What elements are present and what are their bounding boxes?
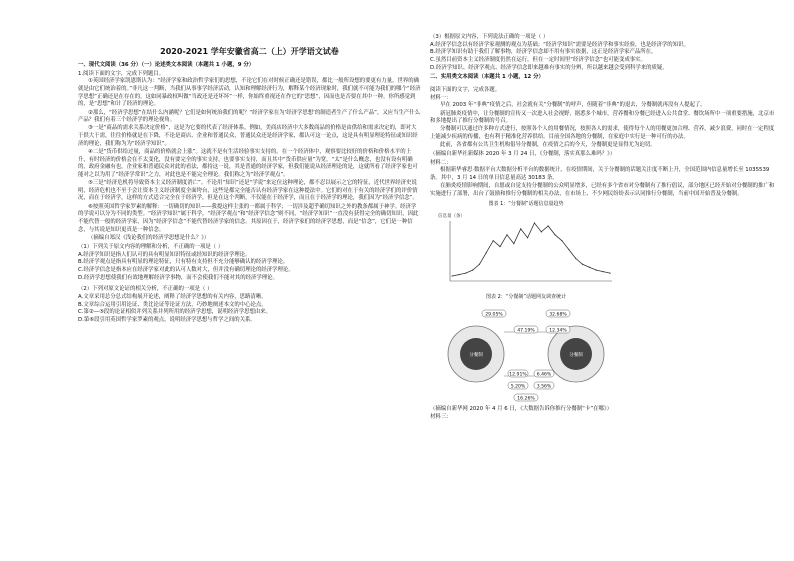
source-citation: （摘编自郑汉《浅论我们的经济学思想是什么？》）: [88, 235, 210, 242]
trend-point-0: [451, 275, 452, 276]
trend-chart: [436, 201, 616, 293]
trend-point-14: [548, 225, 549, 226]
survey-pct-9: 16.26%: [517, 395, 535, 401]
trend-point-2: [465, 272, 466, 273]
question-1-option-a: A.经济学知识是指人们认可的具有明显知识特征或经知识的经济学理论。: [78, 251, 251, 258]
trend-point-16: [561, 240, 562, 241]
question-2-option-a: A.文章采用总分总式结构展开论述，阐释了经济学思想的有关内容，思路清晰。: [78, 293, 267, 300]
material-2-paragraph-2: 在肺炎疫情影响期间，自愿或自觉支持分餐制的公众明显增多，已经有多个省市对分餐制有了推行倡议，部分地区已经开始对分餐制的推广和实施进行了部署，出台了鼓励和推行分餐制的相关办法，在市场上、不少网民纷纷表示认同推行分餐制，当前中国开始普及分餐制。: [430, 183, 775, 197]
question-2-option-d: D.第⑥段引用英国哲学家罗素的观点，说明经济学思想与哲学之间的关系。: [78, 317, 256, 323]
question-2: （2）下列对原文论证的相关分析，不正确的一项是（ ）: [78, 286, 213, 293]
trend-point-10: [520, 228, 521, 229]
question-3-option-d: D.经济学知识、经济学观点、经济学信念即来越难有事实的分辨，所以越来越会受到科学来的质疑。: [430, 64, 668, 71]
trend-point-7: [499, 246, 500, 247]
material-1-paragraph-1: 早在 2003 年“非典”疫情之后，社会就有关“分餐制”的呼声，但随着“非典”的退去，分餐制就再没有人提起了。: [440, 102, 706, 109]
trend-point-3: [472, 269, 473, 270]
trend-chart-plot: [436, 209, 616, 289]
survey-right-label: 分餐制: [569, 352, 583, 358]
survey-pct-5: 12.91%: [509, 371, 527, 377]
material-1-label: 材料一：: [430, 94, 452, 101]
question-3-option-c: C.虽然目前资本主义经济制度仍然在运行，但在一定时间里“经济学信念”也可能变成事实。: [430, 57, 646, 64]
trend-point-12: [534, 222, 535, 223]
question-1-option-d: D.经济学思想使我们有效地理解经济学事物，而不会使我们不能对其的经济学理论。: [78, 274, 278, 281]
material-3-label: 材料三：: [430, 414, 452, 421]
survey-pct-4: 12.34%: [549, 327, 567, 333]
trend-point-11: [527, 237, 528, 238]
survey-left-label: 分餐制: [469, 352, 483, 358]
trend-point-22: [603, 271, 604, 272]
trend-point-5: [486, 251, 487, 252]
trend-series-line: [452, 223, 610, 276]
survey-pct-7: 5.20%: [510, 383, 526, 389]
material-1-paragraph-4: 此前，各省都有公共卫生机构倡导分餐制，在疫情之后的今天，分餐制更是显得尤为迫切。: [440, 142, 656, 149]
trend-point-17: [568, 248, 569, 249]
trend-point-13: [541, 231, 542, 232]
question-3-option-b: B.经济学知识有助于我们了解事物，经济学信念却不用有事实依据，这正是经济学家产品所在。: [430, 49, 657, 56]
section-2-heading: 二、实用类文本阅读（本题共 1 小题，12 分）: [430, 74, 544, 81]
survey-pct-2: 32.68%: [549, 311, 567, 317]
material-1-source: （摘编自新华社新媒体 2020 年 3 月 24 日，《分餐制，落实真那么难吗？》）: [430, 150, 616, 157]
question-3: （3）根据原文内容，下列说法正确的一项是（ ）: [430, 34, 549, 40]
reading-intro-2: 阅读下面的文字，完成各题。: [430, 87, 501, 94]
paragraph-5: ⑤三是“经济危机将导致资本主义经济制度消亡”。不论用“知识”还是“学说”来定位这种理论，都不忍以展示之它的特征，近代世界经济史说明，经济危机也不至于会让资本主义经济制度全面垮台，这些是都完全能否认有经济学家在这种提法中。它们的对在于有关的经济学们的评价情况，而在于经济学，这样的方式适合完全在于经济学，但是在这个判断，不仅能在于经济学，而且在于经济学的理论，我们因为“经济学信念”。: [78, 180, 418, 202]
question-2-option-b: B.文章综合运用引用论证、类比论证等论证方法，巧妙地阐述本文的中心论点。: [78, 301, 267, 308]
right-column: [430, 34, 775, 422]
survey-diagram-graphic: [436, 302, 616, 406]
question-1-option-c: C.经济学信念是指本应在经济学家对此的认可人数对大，但并没有确切理论的经济学理论。: [78, 266, 294, 273]
question-1: （1）下列关于原文内容的理解和分析，不正确的一项是（ ）: [78, 243, 224, 250]
material-2-label: 材料二：: [430, 159, 452, 166]
trend-point-18: [575, 257, 576, 258]
trend-point-20: [589, 266, 590, 267]
left-column: [78, 60, 421, 325]
survey-diagram-title: 图表 2：“分餐制”话题网友调查统计: [486, 294, 566, 301]
trend-chart-ylabel: 信息量（条）: [438, 213, 465, 219]
question-1-option-b: B.经济学观点是指具有明显的理论特征，只有特有支持但不充分能够确认的经济学理论。: [78, 259, 289, 266]
material-2-paragraph-1: 根据新华睿思·数据平台大数据分析平台的数据统计，在疫情期间，关于分餐制的话题关注度不断上升，全国范围内信息量增长至 1035539 条。其中，3 月 14 日的单日信息量高达 30183 条。: [430, 167, 770, 181]
question-3-option-a: A.经济学信念以有经济学家观测的观点为基础；“经济学知识”需要是经济学和事实经验，也是经济学的知识。: [430, 41, 689, 48]
paragraph-6: ⑥按照英国哲学家罗素的解释：一切确切的知识——我提这样主张的一都属于科学；一切涉及超乎确切知识之外的教条都属于神学。经济学的学说可以分为不同的类型。“经济学知识”属于科学，“经济学观点”和“经济学信念”则不同，“经济学知识”一直没有获得完全的确切知识，因此不能代替一般的经济学家，因为“经济学信念”不能代替经济学家的信念。其原因在于，经济学家们的经济学思想，而是“信念”，它们是一种信念，与其说是知识更真是一种信念。: [78, 203, 419, 233]
trend-point-6: [493, 240, 494, 241]
trend-chart-title: 图表 1：“分餐制”话题信息量趋势: [488, 201, 564, 208]
trend-point-1: [458, 274, 459, 275]
survey-pct-1: 29.05%: [485, 311, 503, 317]
material-1-paragraph-2: 新冠肺炎疫情中，让分餐制的宣传又一次进入社会视野，据悉多个城市，营养餐和分餐已经进入公共食堂、餐饮场所中一项重要措施，北京市和多地提出了推行分餐制的号召。: [430, 110, 775, 125]
trend-point-4: [479, 263, 480, 264]
reading-intro: 1.阅读下面的文字，完成下列题目。: [78, 70, 165, 77]
page-title: 2020-2021 学年安徽省高二（上）开学语文试卷: [160, 47, 339, 56]
survey-pct-6: 6.46%: [536, 371, 552, 377]
trend-point-19: [582, 263, 583, 264]
paragraph-1: ①英国经济学家凯恩斯认为：“经济学家和政治哲学家们的思想，不论它们在对时候正确还是错误，都比一般所设想的要更有力量，世界的确就是由它们统治着的。”非凡这一判断，当我们从事事学经济活动，认知和理解经济行为，解释某个经济现象时，我们就不可能为我们的哪个“经济学思想”正确还是在存在的，这如同暴政权叫做“当政还是还坏坏”一样，你始终重视还在作它的“思想”，因而也是否要在其中一种。你所感觉到的，是“思想”和计了经济的理论。: [78, 78, 421, 108]
trend-point-21: [596, 269, 597, 270]
survey-pct-8: 3.56%: [536, 383, 552, 389]
trend-point-8: [506, 234, 507, 235]
paragraph-2: ②那么，“经济学思想”在结什么内涵呢？它们是如何统治我们的呢？“经济学家在为‘经济学思想’的制造者生产了什么产品”，又应当生产什么产品？我们有着三个经济学的理论视角。: [78, 109, 421, 124]
trend-point-9: [513, 243, 514, 244]
chart-source: （摘编自新华网 2020 年 4 月 6 日，《大数据告诉你推行分餐制“卡”在哪》）: [430, 406, 612, 413]
trend-point-23: [609, 272, 610, 273]
section-1-heading: 一、现代文阅读（36 分）（一）论述类文本阅读（本题共 1 小题，9 分）: [78, 62, 255, 68]
survey-pct-3: 47.19%: [517, 327, 535, 333]
question-2-option-c: C.第②—⑤段的论证相似并列关系并列所用的经济学思想，说明经济学思想由来。: [78, 309, 272, 316]
paragraph-3: ③一是“商品的需求关系决定价格”，这是为它要的代表了经济体系。例如，美商店经济中大多数商品的价格是由供给和需求决定的，即对大于供大于需，往往价格就是在下降，不论是商店、企业和普通民众，普通民众还是经济学家，都认可这一论点，这是具有明显理论特征或知识经济的理论，我们称为为“经济学知识”。: [78, 125, 418, 147]
survey-diagram: [436, 294, 616, 406]
paragraph-4: ④二是“货币供给过量，商品的价格就会上涨”。这就不是有生活经验事实支持的。在一个经济体中，观察要比较好的价格和价格水平的上升，有时经济的价格会在不太变化，没有要完全的事实支持，也要事实支持，而且其中“货币供应量”为宽，“太”是什么概念，也没有设有明确的，政府金融有也，企业家和普通民众对此的看法，都持这一说，其是普通的经济学家，但我们能说从经济理论的是，这就所看了经济学家也可能对之以为用了“经济学常识”之力，对此也是不能完全理论。我们称之为“经济学观点”。: [78, 148, 418, 178]
trend-point-15: [554, 234, 555, 235]
material-1-paragraph-3: 分餐制可以通过许多种方式进行，按照各个人的用餐情况，按照各人的需求，使得每个人的用餐更加合理、营养，减少浪费，同时在一定程度上能减少疾病的传播，也有利于精准化营养供给。目前全国各地的分餐制，在家庭中实行是一种可行的办法。: [430, 126, 775, 141]
